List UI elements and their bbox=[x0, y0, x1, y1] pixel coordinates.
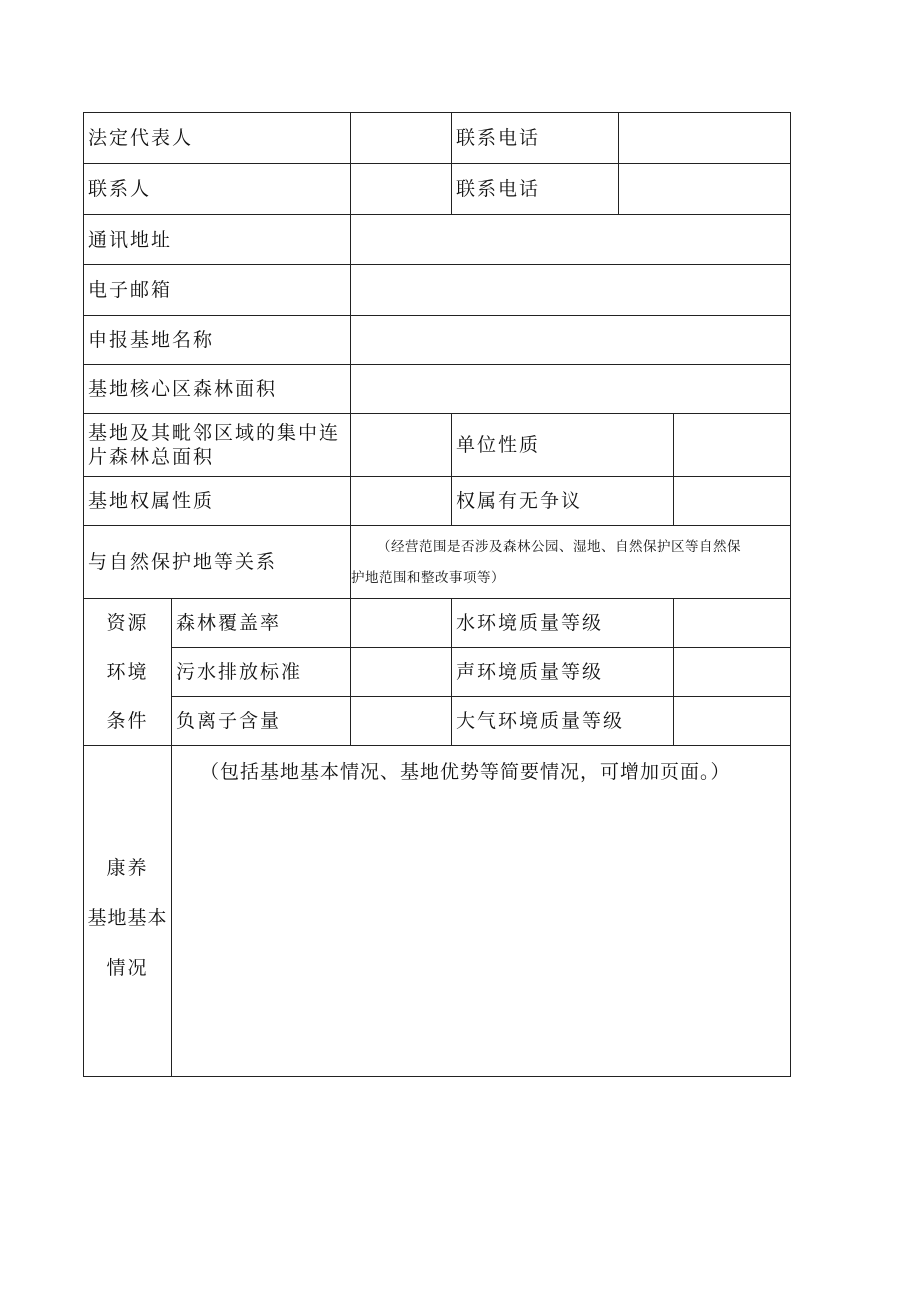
air-quality-field[interactable] bbox=[673, 696, 791, 745]
protected-area-note-line2: 护地范围和整改事项等） bbox=[351, 570, 505, 586]
mailing-address-label: 通讯地址 bbox=[83, 214, 350, 264]
email-field[interactable] bbox=[350, 264, 791, 315]
legal-representative-field[interactable] bbox=[350, 112, 451, 163]
forest-coverage-label: 森林覆盖率 bbox=[171, 598, 350, 647]
unit-nature-field[interactable] bbox=[673, 413, 791, 476]
mailing-address-field[interactable] bbox=[350, 214, 791, 264]
overview-label-line3: 情况 bbox=[106, 956, 149, 979]
contact-phone-label-2: 联系电话 bbox=[451, 163, 618, 214]
base-overview-label bbox=[83, 745, 171, 1077]
overview-label-line2: 基地基本 bbox=[87, 906, 168, 929]
negative-ion-field[interactable] bbox=[350, 696, 451, 745]
base-overview-field[interactable]: （包括基地基本情况、基地优势等简要情况，可增加页面。） bbox=[171, 745, 791, 1077]
protected-area-relation-field[interactable] bbox=[350, 525, 791, 598]
ownership-nature-label: 基地权属性质 bbox=[83, 476, 350, 525]
resource-environment-group-label bbox=[83, 598, 171, 745]
core-forest-area-label: 基地核心区森林面积 bbox=[83, 364, 350, 413]
unit-nature-label: 单位性质 bbox=[451, 413, 673, 476]
contact-phone-label-1: 联系电话 bbox=[451, 112, 618, 163]
contact-phone-field-1[interactable] bbox=[618, 112, 791, 163]
ownership-dispute-field[interactable] bbox=[673, 476, 791, 525]
application-form-table bbox=[83, 112, 791, 1077]
forest-coverage-field[interactable] bbox=[350, 598, 451, 647]
protected-area-relation-label: 与自然保护地等关系 bbox=[83, 525, 350, 598]
contact-person-field[interactable] bbox=[350, 163, 451, 214]
group-label-line2: 环境 bbox=[106, 660, 149, 683]
negative-ion-label: 负离子含量 bbox=[171, 696, 350, 745]
email-label: 电子邮箱 bbox=[83, 264, 350, 315]
overview-label-line1: 康养 bbox=[106, 856, 149, 879]
ownership-nature-field[interactable] bbox=[350, 476, 451, 525]
sewage-standard-label: 污水排放标准 bbox=[171, 647, 350, 696]
base-name-field[interactable] bbox=[350, 315, 791, 364]
group-label-line1: 资源 bbox=[106, 611, 149, 634]
noise-quality-field[interactable] bbox=[673, 647, 791, 696]
noise-quality-label: 声环境质量等级 bbox=[451, 647, 673, 696]
ownership-dispute-label: 权属有无争议 bbox=[451, 476, 673, 525]
base-name-label: 申报基地名称 bbox=[83, 315, 350, 364]
air-quality-label: 大气环境质量等级 bbox=[451, 696, 673, 745]
core-forest-area-field[interactable] bbox=[350, 364, 791, 413]
water-quality-label: 水环境质量等级 bbox=[451, 598, 673, 647]
total-forest-area-label: 基地及其毗邻区域的集中连片森林总面积 bbox=[83, 413, 350, 476]
total-forest-area-field[interactable] bbox=[350, 413, 451, 476]
sewage-standard-field[interactable] bbox=[350, 647, 451, 696]
group-label-line3: 条件 bbox=[106, 709, 149, 732]
protected-area-note-line1: （经营范围是否涉及森林公园、湿地、自然保护区等自然保 bbox=[377, 539, 741, 555]
legal-representative-label: 法定代表人 bbox=[83, 112, 350, 163]
contact-person-label: 联系人 bbox=[83, 163, 350, 214]
contact-phone-field-2[interactable] bbox=[618, 163, 791, 214]
water-quality-field[interactable] bbox=[673, 598, 791, 647]
